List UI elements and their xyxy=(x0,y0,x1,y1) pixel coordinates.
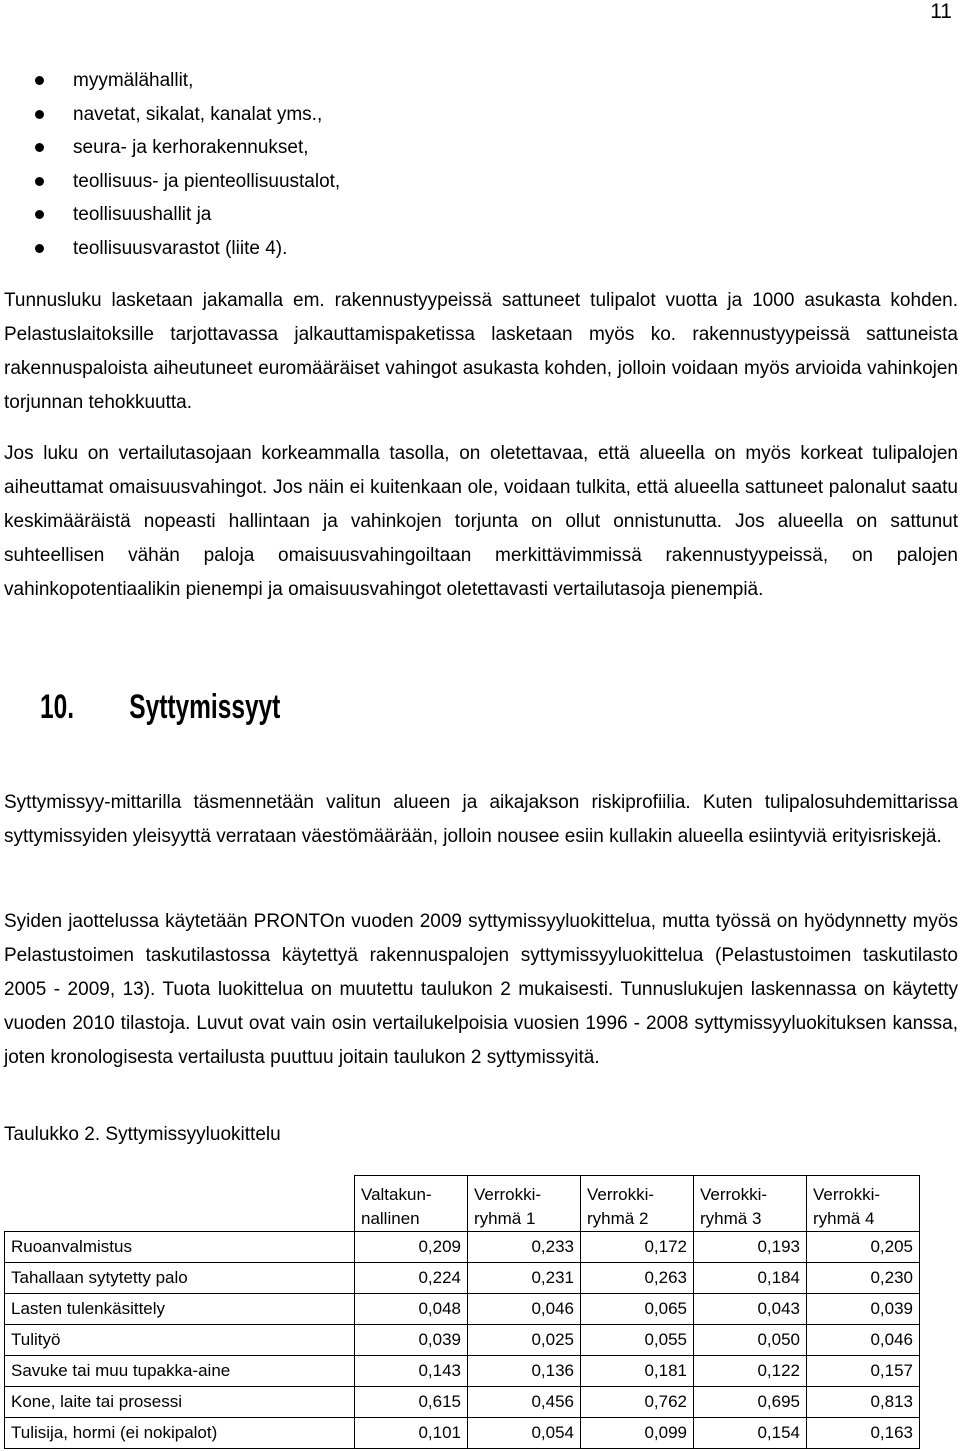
row-label: Kone, laite tai prosessi xyxy=(5,1387,355,1418)
section-number: 10. xyxy=(40,688,75,726)
table-cell: 0,050 xyxy=(694,1325,807,1356)
table-cell: 0,039 xyxy=(807,1294,920,1325)
row-label: Tahallaan sytytetty palo xyxy=(5,1263,355,1294)
table-cell: 0,065 xyxy=(581,1294,694,1325)
building-type-list xyxy=(0,64,340,266)
paragraph-jaottelu: Syiden jaottelussa käytetään PRONTOn vuoden 2009 syttymissyyluokittelua, mutta työssä on hyödynnetty myös Pelastustoimen taskutilastossa käytettyä rakennuspalojen syttymissyyluokittelua (Pelastustoimen taskutilasto 2005 - 2009, 13). Tuota luokittelua on muutettu taulukon 2 mukaisesti. Tunnuslukujen laskennassa on käytetty vuoden 2010 tilastoja. Luvut ovat vain osin vertailukelpoisia vuosien 1996 - 2008 syttymissyyluokituksen kanssa, joten kronologisesta vertailusta puuttuu joitain taulukon 2 syttymissyitä. xyxy=(4,911,958,1068)
table-caption xyxy=(4,1124,281,1146)
bullet-icon xyxy=(35,210,44,219)
table-cell: 0,046 xyxy=(807,1325,920,1356)
column-header: Verrokki- ryhmä 1 xyxy=(468,1176,581,1232)
table-cell: 0,615 xyxy=(355,1387,468,1418)
list-item: seura- ja kerhorakennukset, xyxy=(0,131,340,165)
section-heading xyxy=(40,688,280,727)
paragraph-tunnusluku: Tunnusluku lasketaan jakamalla em. rakennustyypeissä sattuneet tulipalot vuotta ja 1000 asukasta kohden. Pelastuslaitoksille tarjottavassa jalkauttamispaketissa lasketaan myös ko. rakennustyypeissä sattuneista rakennuspaloista aiheutuneet euromääräiset vahingot asukasta kohden, jolloin voidaan myös arvioida vahinkojen torjunnan tehokkuutta. xyxy=(4,290,958,413)
row-label: Tulityö xyxy=(5,1325,355,1356)
table-header-row xyxy=(5,1176,920,1232)
list-item: teollisuus- ja pienteollisuustalot, xyxy=(0,165,340,199)
bullet-icon xyxy=(35,143,44,152)
table-cell: 0,154 xyxy=(694,1418,807,1449)
bullet-icon xyxy=(35,244,44,253)
table-row xyxy=(5,1325,920,1356)
table-row xyxy=(5,1263,920,1294)
table-cell: 0,233 xyxy=(468,1232,581,1263)
column-header: Verrokki- ryhmä 3 xyxy=(694,1176,807,1232)
table-cell: 0,209 xyxy=(355,1232,468,1263)
table-cell: 0,172 xyxy=(581,1232,694,1263)
list-item: teollisuushallit ja xyxy=(0,198,340,232)
row-label: Ruoanvalmistus xyxy=(5,1232,355,1263)
table-cell: 0,263 xyxy=(581,1263,694,1294)
list-item: teollisuusvarastot (liite 4). xyxy=(0,232,340,266)
table-cell: 0,456 xyxy=(468,1387,581,1418)
section-title: Syttymissyyt xyxy=(129,688,281,726)
table-cell: 0,101 xyxy=(355,1418,468,1449)
table-cell: 0,205 xyxy=(807,1232,920,1263)
table-row xyxy=(5,1418,920,1449)
bullet-icon xyxy=(35,110,44,119)
table-cell: 0,143 xyxy=(355,1356,468,1387)
list-item: navetat, sikalat, kanalat yms., xyxy=(0,98,340,132)
table-cell: 0,025 xyxy=(468,1325,581,1356)
column-header: Verrokki- ryhmä 2 xyxy=(581,1176,694,1232)
table-cell: 0,762 xyxy=(581,1387,694,1418)
table-cell: 0,695 xyxy=(694,1387,807,1418)
table-cell: 0,181 xyxy=(581,1356,694,1387)
table-row xyxy=(5,1232,920,1263)
row-label: Savuke tai muu tupakka-aine xyxy=(5,1356,355,1387)
column-header: Valtakun- nallinen xyxy=(355,1176,468,1232)
table-row xyxy=(5,1356,920,1387)
table-cell: 0,224 xyxy=(355,1263,468,1294)
table-caption-label: Taulukko 2. xyxy=(4,1124,101,1145)
bullet-icon xyxy=(35,76,44,85)
page-number: 11 xyxy=(930,0,952,23)
table-cell: 0,048 xyxy=(355,1294,468,1325)
table-cell: 0,136 xyxy=(468,1356,581,1387)
table-cell: 0,046 xyxy=(468,1294,581,1325)
table-cell: 0,099 xyxy=(581,1418,694,1449)
column-header: Verrokki- ryhmä 4 xyxy=(807,1176,920,1232)
paragraph-vertailu: Jos luku on vertailutasojaan korkeammalla tasolla, on oletettavaa, että alueella on myös korkeat tulipalojen aiheuttamat omaisuusvahingot. Jos näin ei kuitenkaan ole, voidaan tulkita, että alueella sattuneet palonalut saatu keskimääräistä nopeasti hallintaan ja vahinkojen torjunta on ollut onnistunutta. Jos alueella on sattunut suhteellisen vähän paloja omaisuusvahingoiltaan merkittävimmissä rakennustyypeissä, on palojen vahinkopotentiaalikin pienempi ja omaisuusvahingot oletettavasti vertailutasoja pienempiä. xyxy=(4,443,958,600)
list-item: myymälähallit, xyxy=(0,64,340,98)
table-cell: 0,230 xyxy=(807,1263,920,1294)
table-cell: 0,157 xyxy=(807,1356,920,1387)
ignition-cause-table xyxy=(4,1175,920,1449)
row-label: Tulisija, hormi (ei nokipalot) xyxy=(5,1418,355,1449)
bullet-icon xyxy=(35,177,44,186)
paragraph-syttymissyy: Syttymissyy-mittarilla täsmennetään valitun alueen ja aikajakson riskiprofiilia. Kuten tulipalosuhdemittarissa syttymissyiden yleisyyttä verrataan väestömäärään, jolloin nousee esiin kullakin alueella esiintyviä erityisriskejä. xyxy=(4,792,958,847)
table-cell: 0,054 xyxy=(468,1418,581,1449)
table-cell: 0,055 xyxy=(581,1325,694,1356)
table-cell: 0,163 xyxy=(807,1418,920,1449)
table-cell: 0,193 xyxy=(694,1232,807,1263)
table-cell: 0,122 xyxy=(694,1356,807,1387)
table-row xyxy=(5,1294,920,1325)
table-cell: 0,184 xyxy=(694,1263,807,1294)
row-label: Lasten tulenkäsittely xyxy=(5,1294,355,1325)
table-row xyxy=(5,1387,920,1418)
table-cell: 0,039 xyxy=(355,1325,468,1356)
table-cell: 0,231 xyxy=(468,1263,581,1294)
table-caption-title: Syttymissyyluokittelu xyxy=(100,1124,281,1145)
table-cell: 0,813 xyxy=(807,1387,920,1418)
table-header-corner xyxy=(5,1176,355,1232)
table-cell: 0,043 xyxy=(694,1294,807,1325)
